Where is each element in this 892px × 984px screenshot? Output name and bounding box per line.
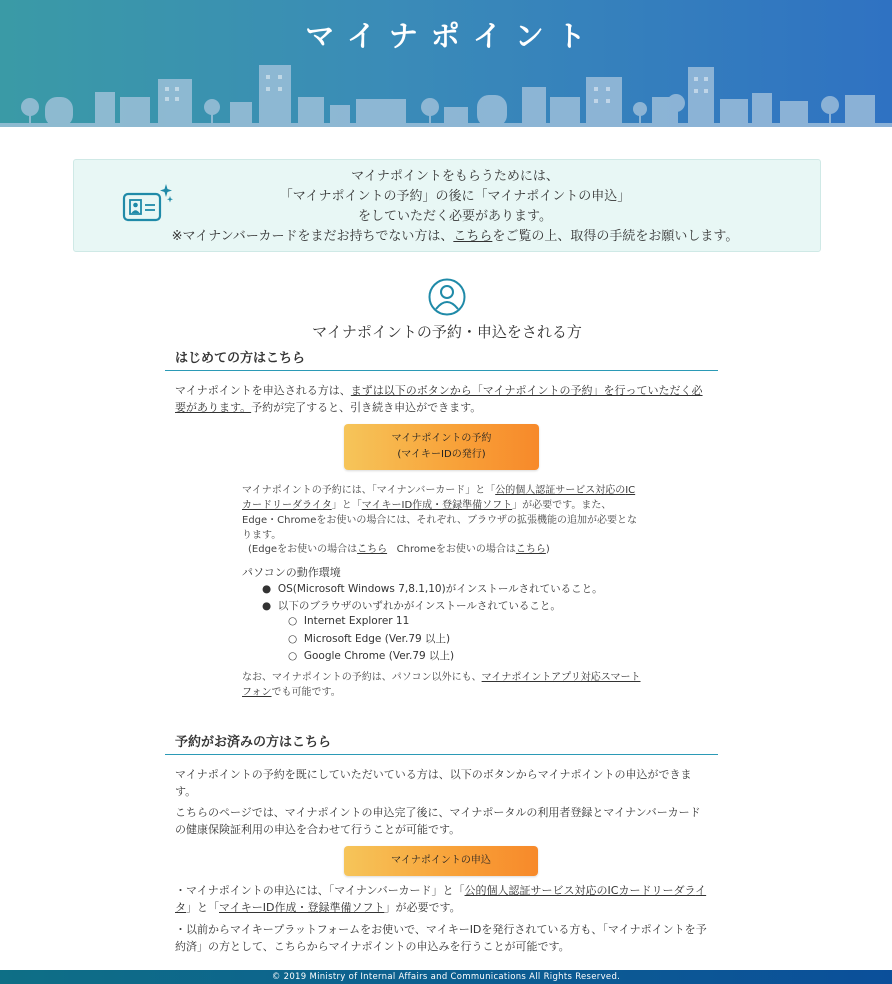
note1-pre: ・マイナポイントの申込には、「マイナンバーカード」と「: [175, 884, 465, 897]
reserve-button-sublabel: (マイキーIDの発行): [397, 449, 486, 460]
req-line-4: ります。: [242, 530, 282, 541]
reserved-note-2: [175, 921, 710, 955]
reserved-para-1-line-1: マイナポイントの予約を既にしていただいている方は、以下のボタンからマイナポイントの申込ができま: [175, 768, 692, 781]
site-title: マイナポイント: [305, 19, 599, 53]
notice-line-2: 「マイナポイントの予約」の後に「マイナポイントの申込」: [279, 189, 631, 204]
reserved-para-1-line-2: す。: [175, 785, 197, 798]
mykey-software-link[interactable]: マイキーID作成・登録準備ソフト: [361, 500, 513, 511]
mynumber-card-link[interactable]: こちら: [453, 229, 493, 244]
reserved-para-2: [175, 804, 710, 838]
ic-card-reader-link-2[interactable]: 公的個人認証サービス対応のICカードリーダライタ: [175, 884, 707, 914]
reserved-note-1: [175, 882, 710, 916]
reserve-button-label: マイナポイントの予約: [391, 433, 492, 444]
smartphone-note: [242, 670, 642, 700]
notice-text: [74, 167, 822, 247]
mykey-software-link-2[interactable]: マイキーID作成・登録準備ソフト: [219, 901, 385, 914]
smart-post: でも可能です。: [271, 687, 341, 698]
requirements-text: [242, 483, 642, 543]
first-time-intro: [175, 382, 710, 416]
smart-pre: なお、マイナポイントの予約は、パソコン以外にも、: [242, 672, 482, 683]
reserved-para-2-line-2: の健康保険証利用の申込を合わせて行うことが可能です。: [175, 823, 461, 836]
notice-line-3: をしていただく必要があります。: [358, 209, 552, 224]
env-item-os: ● OS(Microsoft Windows 7,8.1,10)がインストールされていること。: [262, 583, 603, 595]
smartphone-app-link[interactable]: マイナポイントアプリ対応スマートフォン: [242, 672, 641, 698]
reserved-heading: 予約がお済みの方はこちら: [165, 735, 718, 755]
chrome-extension-link[interactable]: こちら: [515, 544, 546, 555]
note2-line-1: ・以前からマイキープラットフォームをお使いで、マイキーIDを発行されている方も、「マイナポイントを: [175, 923, 696, 936]
chrome-text: Chromeをお使いの場合は: [396, 544, 516, 555]
intro-emphasis-link[interactable]: まずは以下のボタンから「マイナポイントの予約」を行っていただく必要があります。: [175, 384, 703, 414]
req-text-c: 」が必要です。また、: [512, 500, 612, 511]
notice-box: [73, 159, 821, 252]
site-header: [0, 0, 892, 127]
reserve-button[interactable]: [344, 424, 539, 470]
notice-line-1: マイナポイントをもらうためには、: [351, 169, 559, 184]
notice-line-4-pre: ※マイナンバーカードをまだお持ちでない方は、: [171, 229, 454, 244]
person-icon: [428, 278, 466, 316]
notice-line-4: [88, 227, 822, 247]
edge-extension-link[interactable]: こちら: [357, 544, 388, 555]
reserved-para-1: [175, 766, 710, 800]
apply-button-label: マイナポイントの申込: [391, 855, 491, 866]
intro-pre: マイナポイントを申込される方は、: [175, 384, 351, 397]
section-main-title: マイナポイントの予約・申込をされる方: [312, 323, 582, 341]
apply-button[interactable]: [344, 846, 538, 876]
ic-card-reader-link[interactable]: 公的個人認証サービス対応のICカードリーダライタ: [242, 485, 636, 511]
browser-item-ie: ○ Internet Explorer 11: [288, 615, 410, 627]
browser-item-edge: ○ Microsoft Edge (Ver.79 以上): [288, 633, 451, 645]
req-text-a: マイナポイントの予約には、「マイナンバーカード」と「: [242, 485, 496, 496]
extension-links: [248, 542, 648, 557]
req-line-3: Edge・Chromeをお使いの場合には、それぞれ、ブラウザの拡張機能の追加が必要とな: [242, 515, 637, 526]
reserved-para-2-line-1: こちらのページでは、マイナポイントの申込完了後に、マイナポータルの利用者登録とマイナンバーカード: [175, 806, 701, 819]
req-text-b: 」と「: [331, 500, 362, 511]
notice-line-4-post: をご覧の上、取得の手続をお願いします。: [492, 229, 739, 244]
city-skyline-illustration: [0, 57, 892, 127]
edge-text: (Edgeをお使いの場合は: [248, 544, 358, 555]
env-item-browser: ● 以下のブラウザのいずれかがインストールされていること。: [262, 600, 561, 612]
chrome-close-paren: ): [545, 544, 550, 555]
note1-mid: 」と「: [186, 901, 219, 914]
first-time-heading: はじめての方はこちら: [165, 351, 718, 371]
pc-environment-title: パソコンの動作環境: [242, 566, 341, 579]
footer-copyright: © 2019 Ministry of Internal Affairs and Communications All Rights Reserved.: [0, 970, 892, 984]
intro-post: 予約が完了すると、引き続き申込ができます。: [251, 401, 482, 414]
note2-line-2: 予約済」の方として、こちらからマイナポイントの申込みを行うことが可能です。: [175, 923, 707, 953]
browser-item-chrome: ○ Google Chrome (Ver.79 以上): [288, 650, 455, 662]
note1-post: 」が必要です。: [384, 901, 461, 914]
